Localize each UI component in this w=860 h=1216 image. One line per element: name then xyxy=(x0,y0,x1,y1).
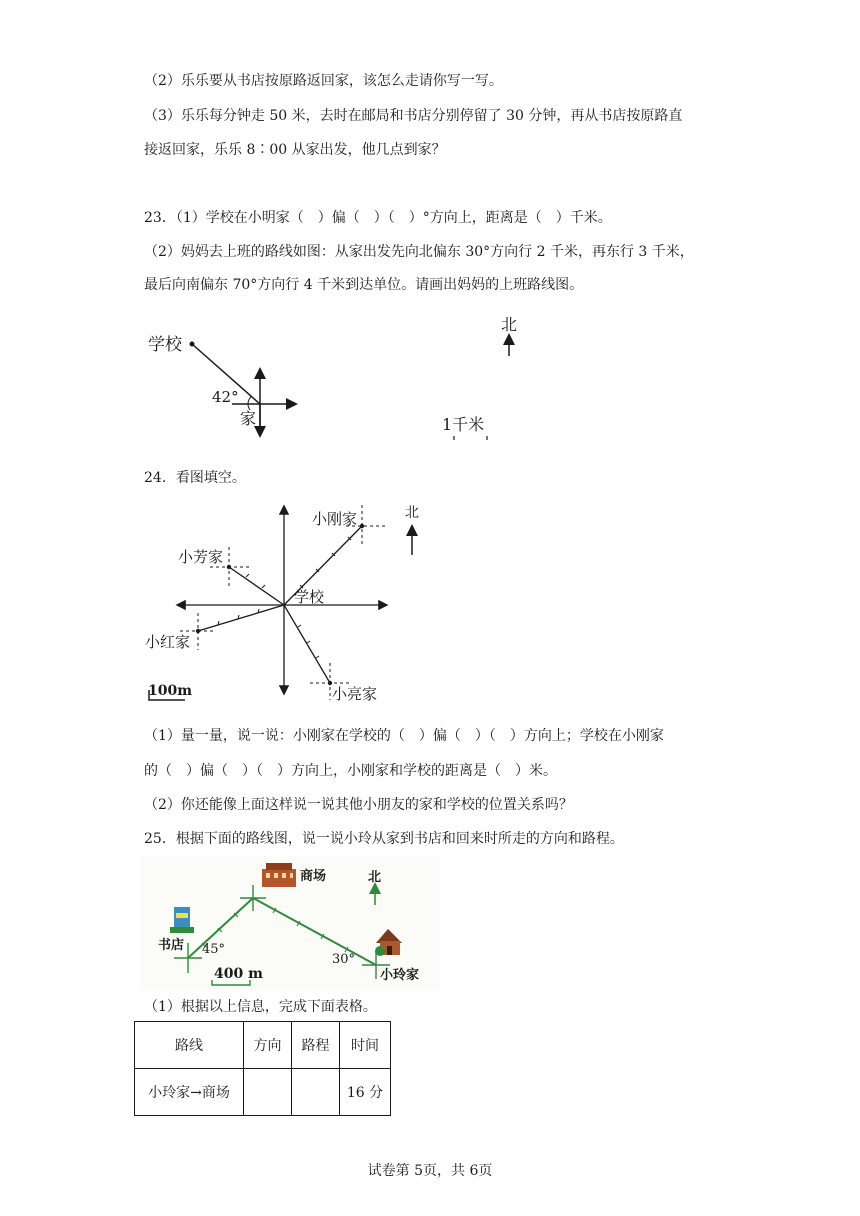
q24-title: 24．看图填空。 xyxy=(144,470,246,486)
q23-angle-arc xyxy=(248,396,252,410)
q23-figure xyxy=(140,310,520,440)
q22-part2: （2）乐乐要从书店按原路返回家，该怎么走请你写一写。 xyxy=(144,73,503,89)
q24-part1-line2: 的（ ）偏（ ）（ ）方向上，小刚家和学校的距离是（ ）米。 xyxy=(144,763,557,779)
table-row xyxy=(135,1069,391,1116)
table-header-row xyxy=(135,1022,391,1069)
table-header-time: 时间 xyxy=(340,1022,391,1069)
q25-angle45-label: 45° xyxy=(202,942,226,957)
q25-title: 25．根据下面的路线图，说一说小玲从家到书店和回来时所走的方向和路程。 xyxy=(144,831,624,847)
q23-school-label: 学校 xyxy=(148,335,182,355)
q25-mall-label: 商场 xyxy=(300,869,327,884)
q25-mall-icon xyxy=(262,863,296,887)
q23-part1: 23．（1）学校在小明家（ ）偏（ ）（ ）°方向上，距离是（ ）千米。 xyxy=(144,210,612,226)
q23-scale-label: 1千米 xyxy=(442,415,485,434)
q24-north-label: 北 xyxy=(405,505,419,521)
q25-xiaoling-label: 小玲家 xyxy=(380,968,420,983)
q24-point-xiaofang xyxy=(227,565,231,569)
q24-scale-label: 100m xyxy=(148,683,193,699)
table-header-route: 路线 xyxy=(135,1022,244,1069)
q24-line-xiaoliang xyxy=(284,605,330,683)
q23-part2-line1: （2）妈妈去上班的路线如图：从家出发先向北偏东 30°方向行 2 千米，再东行 3 千米， xyxy=(144,244,694,260)
q24-label-xiaoliang: 小亮家 xyxy=(332,685,378,703)
table-cell-distance[interactable] xyxy=(292,1069,340,1116)
q24-line-xiaohong xyxy=(198,605,284,631)
q22-part3-line2: 接返回家，乐乐 8∶00 从家出发，他几点到家？ xyxy=(144,142,446,158)
q25-part1: （1）根据以上信息，完成下面表格。 xyxy=(144,999,377,1015)
q23-scale-bar xyxy=(454,436,487,440)
q24-label-xiaohong: 小红家 xyxy=(145,633,191,651)
q24-figure xyxy=(140,495,440,715)
q23-home-label: 家 xyxy=(240,409,257,428)
q24-point-xiaogang xyxy=(360,524,364,528)
q24-part2: （2）你还能像上面这样说一说其他小朋友的家和学校的位置关系吗？ xyxy=(144,797,573,813)
q23-angle-label: 42° xyxy=(212,388,239,406)
q24-point-xiaohong xyxy=(196,629,200,633)
q24-line-xiaofang xyxy=(229,567,284,605)
q24-label-xiaofang: 小芳家 xyxy=(178,548,224,566)
q25-north-label: 北 xyxy=(368,870,382,885)
q25-scale-label: 400 m xyxy=(214,966,263,982)
q23-north-label: 北 xyxy=(501,315,518,334)
q22-part3-line1: （3）乐乐每分钟走 50 米，去时在邮局和书店分别停留了 30 分钟，再从书店按原路直 xyxy=(144,108,683,124)
q24-label-xiaogang: 小刚家 xyxy=(312,510,358,528)
q25-bookstore-label: 书店 xyxy=(158,938,185,953)
table-header-direction: 方向 xyxy=(244,1022,292,1069)
table-header-distance: 路程 xyxy=(292,1022,340,1069)
q25-angle30-label: 30° xyxy=(332,952,356,967)
page-footer: 试卷第 5页，共 6页 xyxy=(367,1163,493,1179)
route-table xyxy=(134,1021,391,1116)
q24-label-school: 学校 xyxy=(294,588,325,606)
table-cell-route: 小玲家→商场 xyxy=(135,1069,244,1116)
q25-figure xyxy=(140,855,440,990)
table-cell-direction[interactable] xyxy=(244,1069,292,1116)
q23-part2-line2: 最后向南偏东 70°方向行 4 千米到达单位。请画出妈妈的上班路线图。 xyxy=(144,277,584,293)
q24-part1-line1: （1）量一量，说一说：小刚家在学校的（ ）偏（ ）（ ）方向上；学校在小刚家 xyxy=(144,728,664,744)
table-cell-time: 16 分 xyxy=(340,1069,391,1116)
